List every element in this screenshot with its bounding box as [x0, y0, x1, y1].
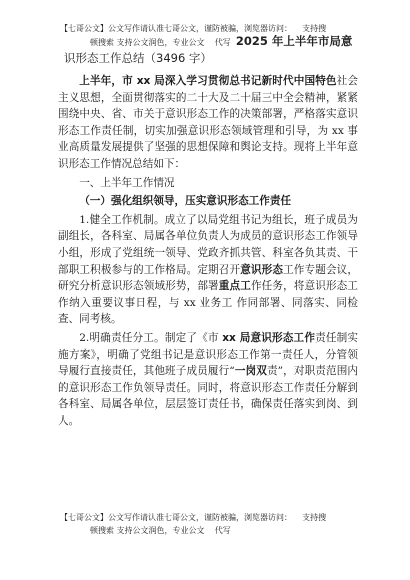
section-heading-1: 一、上半年工作情况	[79, 176, 175, 189]
footer-line-2	[60, 524, 360, 537]
intro-lead: 上半年，市 xx 局	[79, 75, 165, 87]
paragraph-2-text-c: 责”，对职责范围内的意识形态工作负领导责任。同时，将意识形态工作责任分解到各科室、局属各单位，层层签订责任书，确保责任落实到岗、到人。	[58, 365, 358, 427]
document-body	[58, 73, 358, 431]
paragraph-1-text-c: 作任务，将意识形态工作纳入重要议事日程，与 xx 业务工 作同部署、同落实、同检查、同考核。	[58, 280, 358, 326]
page-header	[60, 22, 360, 49]
paragraph-1	[58, 212, 358, 328]
subsection-heading-1: （一）强化组织领导，压实意识形态工作责任	[79, 195, 292, 208]
header-line-2-text: 顿搜索 支持公文润色，专业公文	[90, 38, 205, 47]
page-footer	[60, 511, 360, 537]
document-title: 2025 年上半年市局意	[235, 34, 353, 48]
header-line-2-tail: 代写	[214, 38, 231, 47]
footer-line-2-text: 顿搜索 支持公文润色，专业公文	[90, 526, 205, 535]
paragraph-1-text-a: 1.健全工作机制。成立了以局党组书记为组长，班子成员为副组长，各科室、局属各单位负责人为成员的意识形态工作领导小组，形成了党组统一领导、党政齐抓共管、科室各负其责、干部职工积极参与的工作格局。定期召开	[58, 213, 358, 276]
paragraph-2-bold-2: 一岗双	[234, 365, 267, 378]
paragraph-1-bold-1: 意识形态	[240, 263, 284, 276]
footer-line-2-tail: 代写	[214, 526, 231, 535]
intro-paragraph	[58, 73, 358, 173]
paragraph-1-bold-2: 重点工	[218, 280, 251, 293]
paragraph-1-text-b: 工作专题会议，研究分析意识形态领域形势，部署	[58, 263, 358, 293]
header-line-1-tail: 支持搜	[302, 24, 327, 33]
paragraph-2	[58, 330, 358, 430]
footer-line-1-text: 【七哥公文】公文写作请认准七哥公文，谨防被骗，浏览器访问：	[60, 513, 292, 522]
footer-line-1	[60, 511, 360, 524]
header-line-2	[60, 35, 360, 49]
footer-line-1-tail: 支持搜	[302, 513, 327, 522]
paragraph-2-text-b: 责任制实施方案》，明确了党组书记是意识形态工作第一责任人，分管领导履行直接责任，其他班子成员履行“	[58, 331, 358, 378]
header-line-1-text: 【七哥公文】公文写作请认准七哥公文，谨防被骗，浏览器访问：	[60, 24, 292, 33]
paragraph-2-text-a: 2.明确责任分工。制定了《市	[79, 331, 223, 344]
intro-text: 社会主义思想，全面贯彻落实的二十大及二十届三中全会精神，紧紧围绕中央、省、市关于意识形态工作的决策部署，严格落实意识形态工作责任制，切实加强意识形态领域管理和引导，为 xx 事业高质量发展提供了坚强的思想保障和舆论支持。现将上半年意识形态工作情况总结如下：	[58, 75, 358, 170]
paragraph-2-bold-1: xx 局意识形态工作	[222, 331, 316, 344]
intro-bold: 深入学习贯彻总书记新时代中国特色	[164, 75, 337, 87]
document-title-continued: 识形态工作总结（3496 字）	[64, 51, 212, 65]
